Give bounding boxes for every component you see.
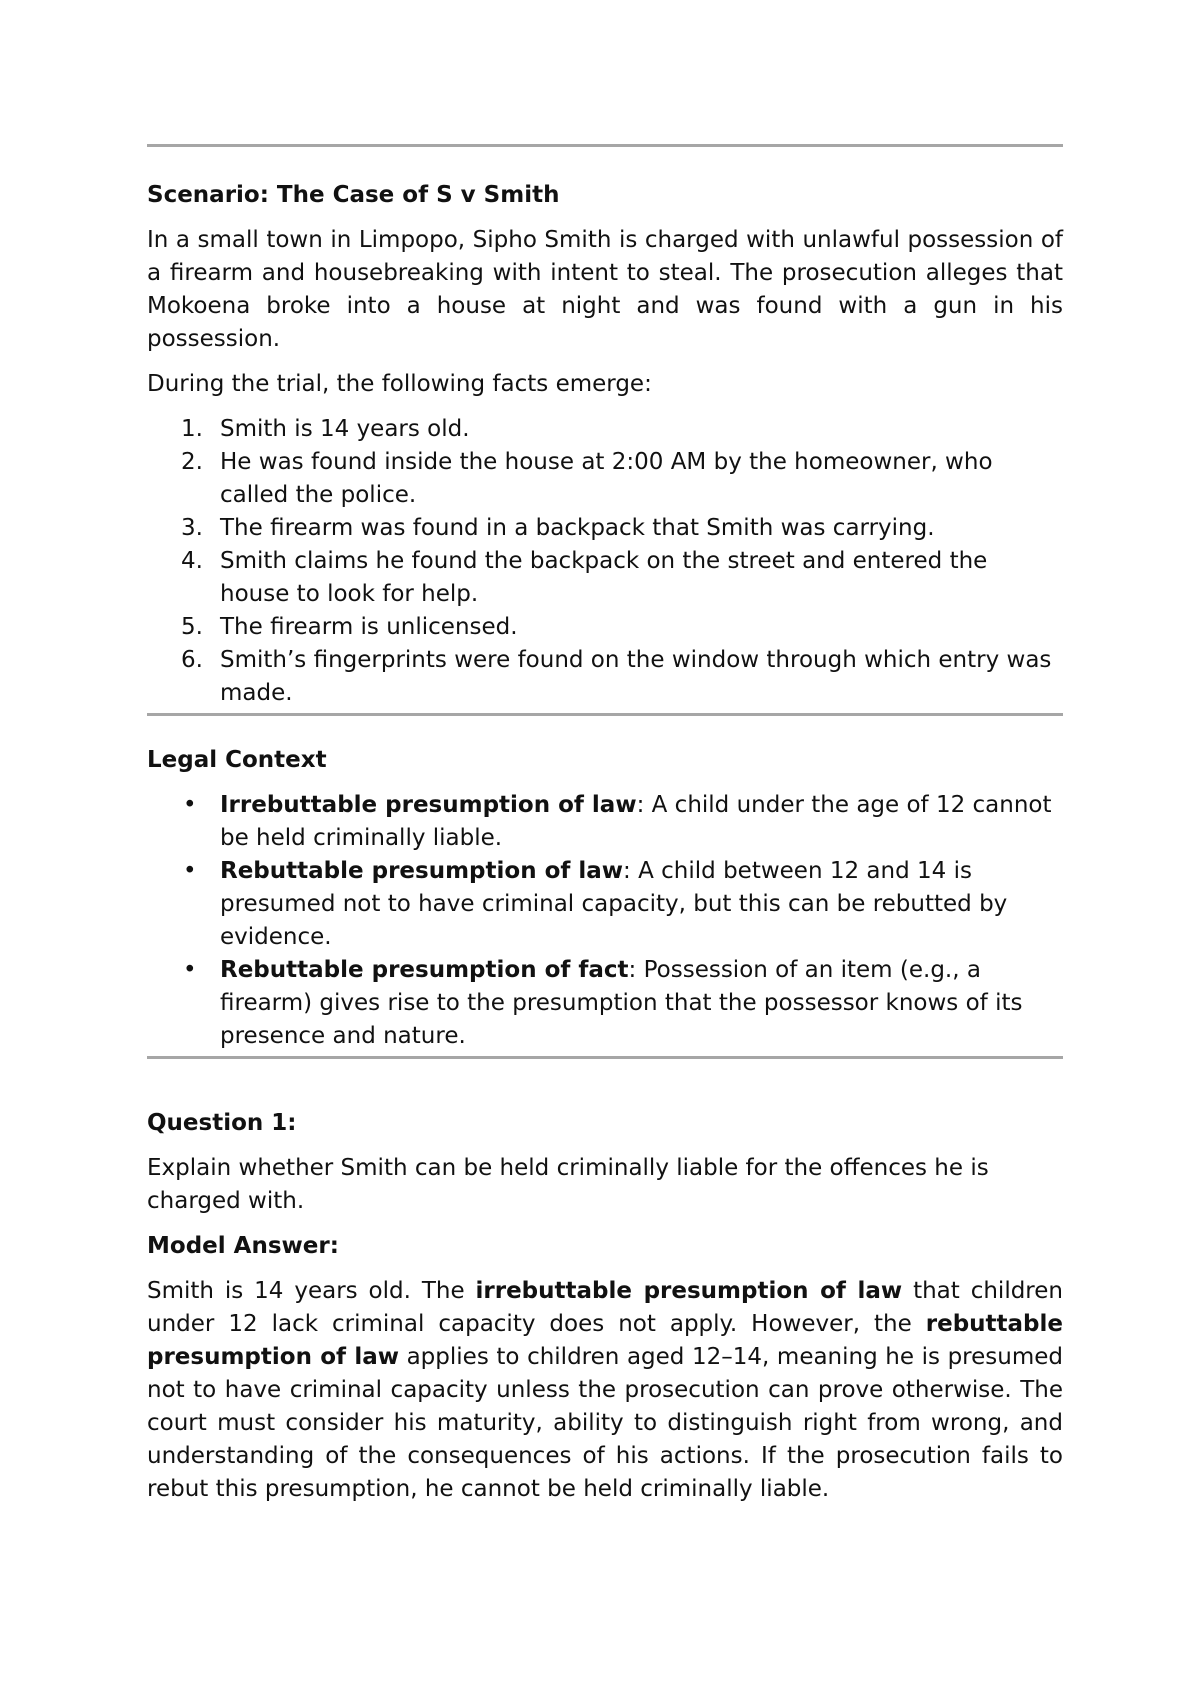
fact-text: The firearm is unlicensed.: [220, 614, 518, 640]
list-number: 6.: [181, 647, 203, 673]
scenario-intro: In a small town in Limpopo, Sipho Smith is charged with unlawful possession of a firearm and housebreaking with intent to steal. The prosecution alleges that Mokoena broke into a house at night and was found with a gun in his possession.: [147, 227, 1063, 352]
list-item: [147, 644, 1063, 710]
legal-term: Rebuttable presumption of fact: [220, 957, 629, 983]
bullet-icon: •: [183, 792, 197, 818]
answer-bold-term: irrebuttable presumption of law: [475, 1278, 903, 1304]
legal-term: Rebuttable presumption of law: [220, 858, 624, 884]
list-number: 4.: [181, 548, 203, 574]
facts-lead: During the trial, the following facts emerge:: [147, 371, 652, 397]
question-text: Explain whether Smith can be held criminally liable for the offences he is charged with.: [147, 1155, 989, 1214]
list-number: 2.: [181, 449, 203, 475]
section-divider: [147, 713, 1063, 716]
legal-term: Irrebuttable presumption of law: [220, 792, 637, 818]
answer-part: that children under 12 lack criminal capacity does not apply. However, the: [147, 1278, 1063, 1337]
legal-definition: : A child under the age of 12 cannot be held criminally liable.: [220, 792, 1052, 851]
list-item: [147, 954, 1063, 1053]
list-item: [147, 789, 1063, 855]
scenario-heading: Scenario: The Case of S v Smith: [147, 182, 560, 208]
fact-text: The firearm was found in a backpack that Smith was carrying.: [220, 515, 935, 541]
fact-text: Smith claims he found the backpack on the street and entered the house to look for help.: [220, 548, 988, 607]
answer-part: Smith is 14 years old. The: [147, 1278, 476, 1304]
fact-text: He was found inside the house at 2:00 AM by the homeowner, who called the police.: [220, 449, 993, 508]
question-heading: Question 1:: [147, 1110, 297, 1136]
list-item: [147, 512, 1063, 545]
list-number: 3.: [181, 515, 203, 541]
fact-text: Smith is 14 years old.: [220, 416, 470, 442]
list-item: [147, 413, 1063, 446]
list-number: 1.: [181, 416, 203, 442]
bullet-icon: •: [183, 957, 197, 983]
legal-definition: : A child between 12 and 14 is presumed not to have criminal capacity, but this can be rebutted by evidence.: [220, 858, 1008, 950]
list-number: 5.: [181, 614, 203, 640]
fact-text: Smith’s fingerprints were found on the window through which entry was made.: [220, 647, 1052, 706]
section-divider: [147, 1056, 1063, 1059]
list-item: [147, 855, 1063, 954]
legal-context-heading: Legal Context: [147, 747, 327, 773]
list-item: [147, 611, 1063, 644]
legal-definition: : Possession of an item (e.g., a firearm) gives rise to the presumption that the possessor knows of its presence and nature.: [220, 957, 1023, 1049]
list-item: [147, 446, 1063, 512]
model-answer-heading: Model Answer:: [147, 1233, 339, 1259]
legal-context-list: [147, 789, 1063, 1053]
document-page: [147, 144, 1063, 1506]
answer-bold-term: rebuttable presumption of law: [147, 1311, 1063, 1370]
bullet-icon: •: [183, 858, 197, 884]
section-divider: [147, 144, 1063, 147]
facts-list: [147, 413, 1063, 710]
answer-part: applies to children aged 12–14, meaning he is presumed not to have criminal capacity unless the prosecution can prove otherwise. The court must consider his maturity, ability to distinguish right from wrong, and understanding of the consequences of his actions. If the prosecution fails to rebut this presumption, he cannot be held criminally liable.: [147, 1344, 1063, 1502]
list-item: [147, 545, 1063, 611]
model-answer-text: [147, 1275, 1063, 1506]
